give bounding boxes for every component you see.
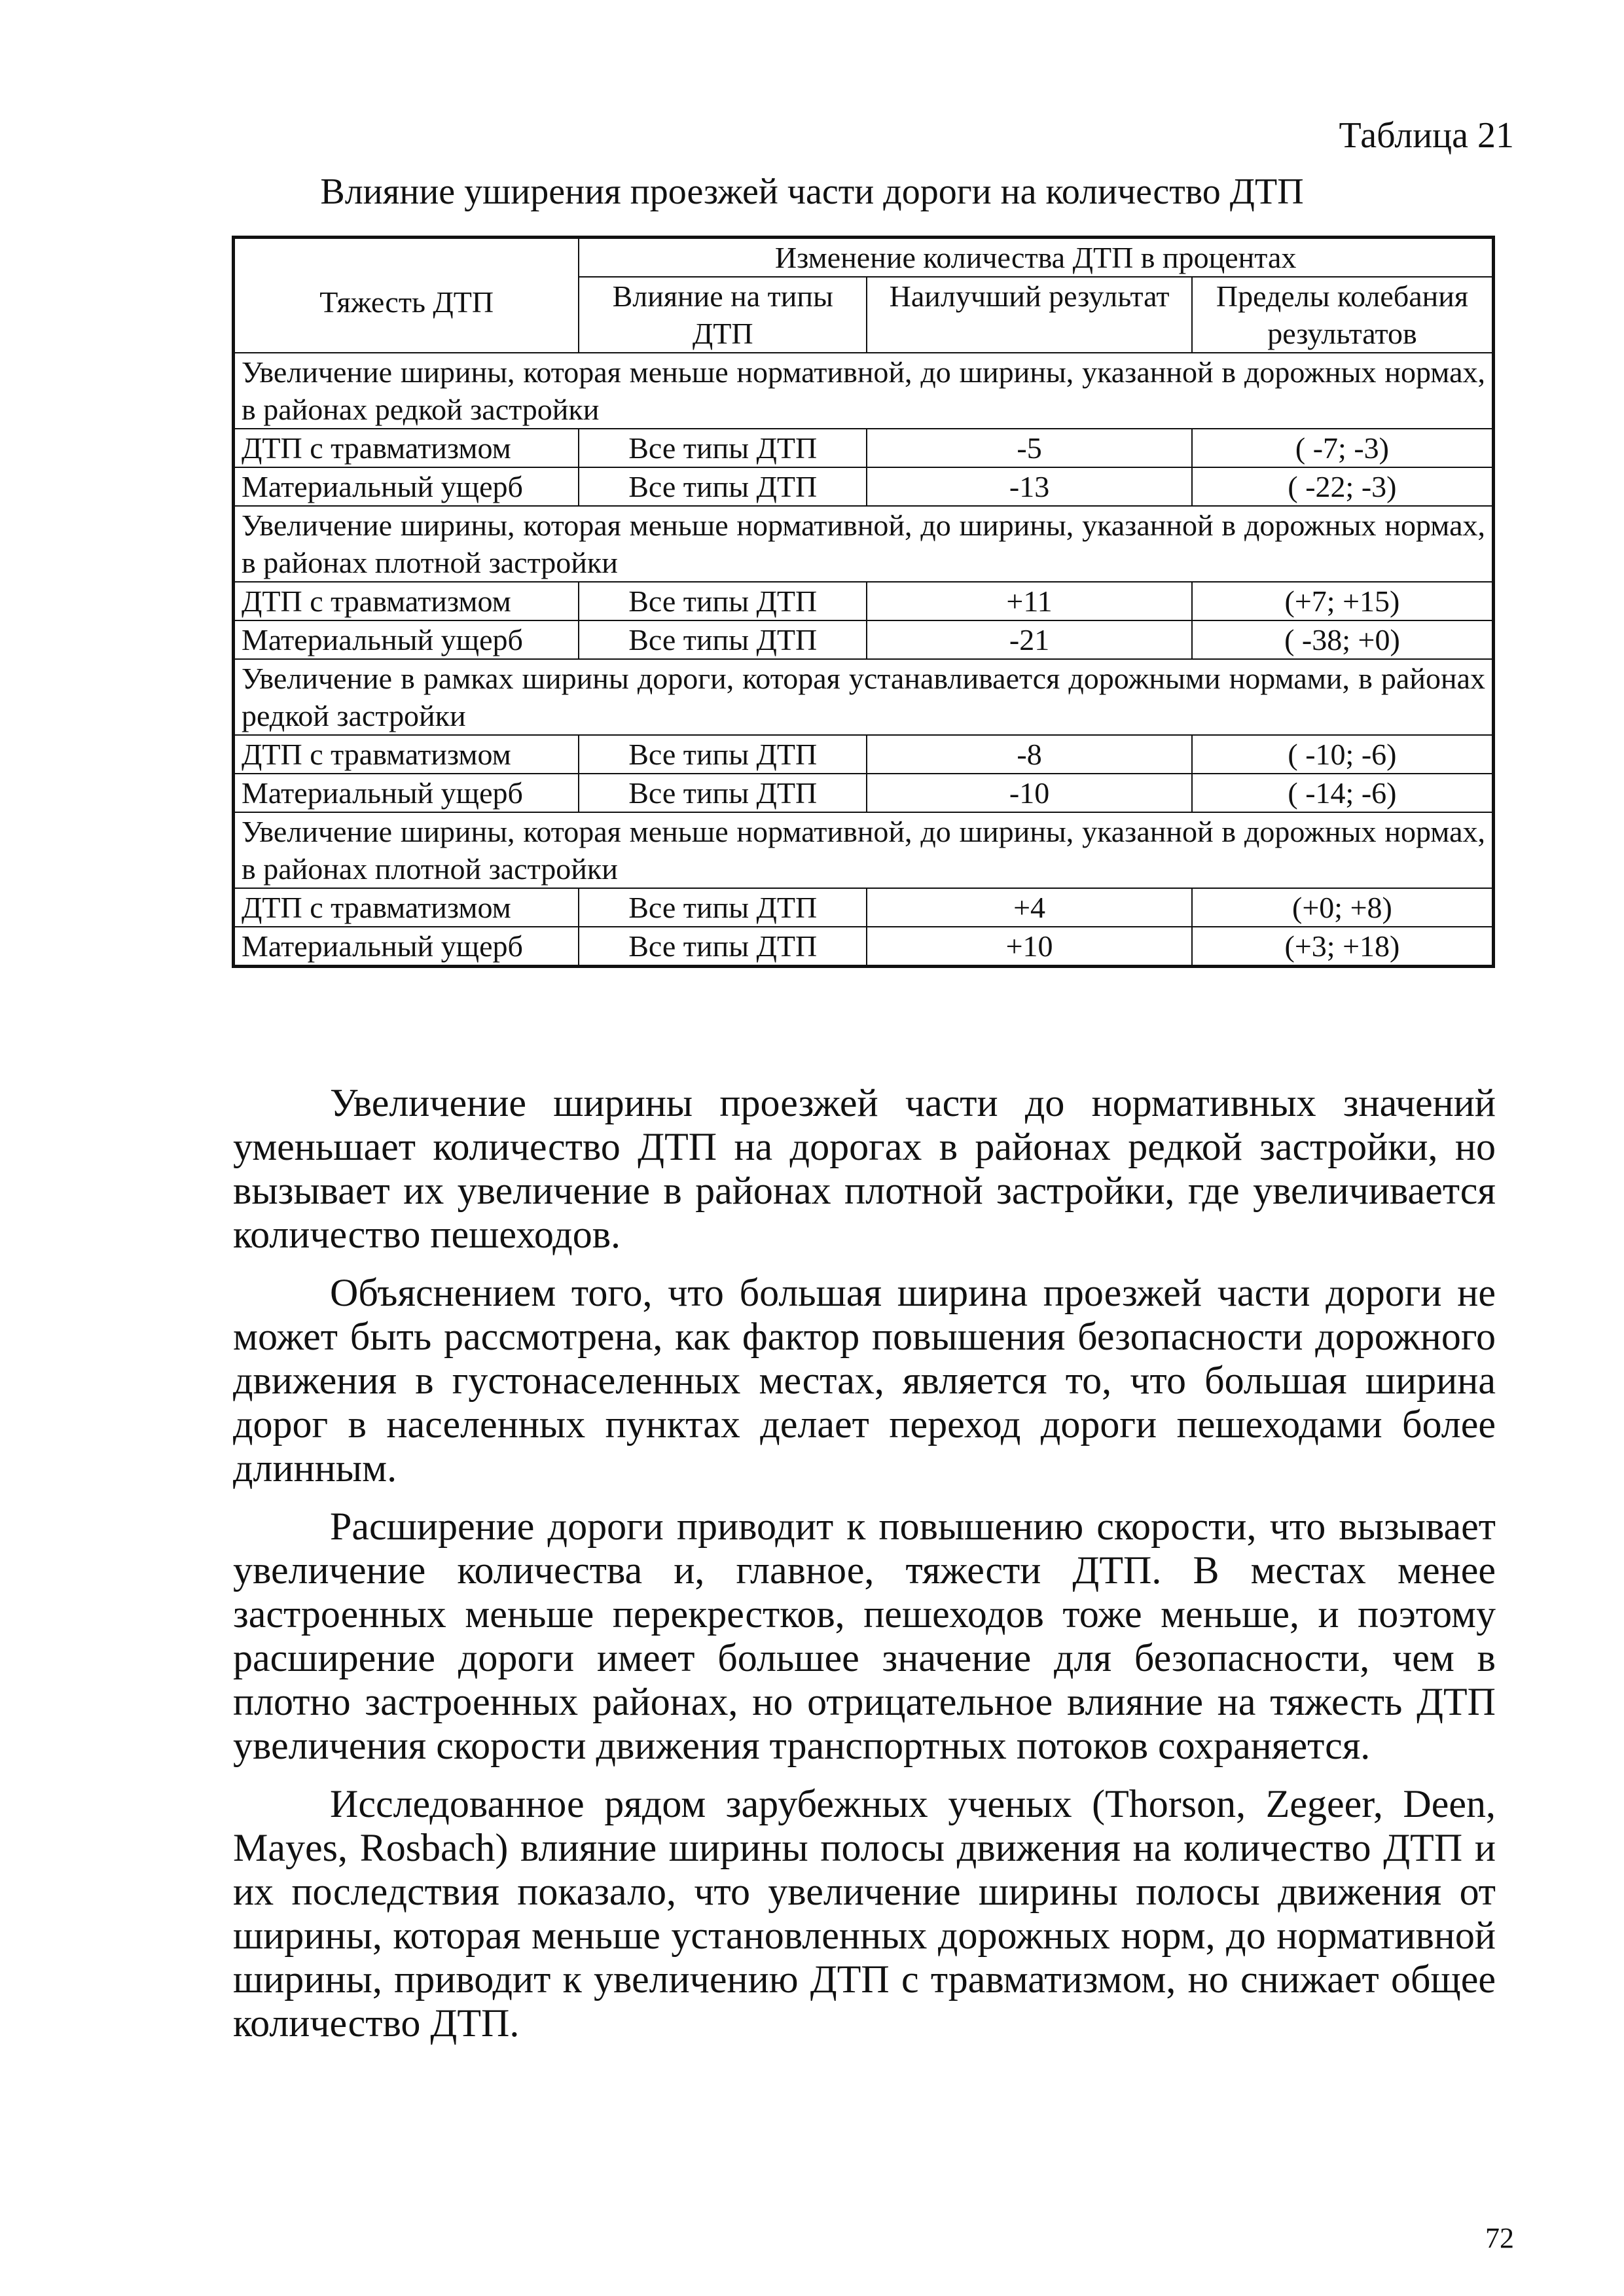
page-number: 72 bbox=[1485, 2222, 1514, 2254]
data-table bbox=[232, 236, 1495, 968]
group-title: Увеличение ширины, которая меньше нормативной, до ширины, указанной в дорожных нормах, в районах редкой застройки bbox=[234, 353, 1494, 429]
body-paragraph: Исследованное рядом зарубежных ученых (Thorson, Zegeer, Deen, Mayes, Rosbach) влияние ширины полосы движения на количество ДТП и их последствия показало, что увеличение ширины полосы движения от ширины, которая меньше установленных дорожных норм, до нормативной ширины, приводит к увеличению ДТП с травматизмом, но снижает общее количество ДТП. bbox=[233, 1782, 1496, 2045]
table-row bbox=[234, 620, 1494, 659]
best-result-cell: +11 bbox=[867, 582, 1192, 620]
table-group-row bbox=[234, 659, 1494, 735]
types-cell: Все типы ДТП bbox=[579, 429, 867, 467]
table-row bbox=[234, 735, 1494, 774]
range-cell: ( -22; -3) bbox=[1192, 467, 1494, 506]
body-text bbox=[233, 1081, 1496, 2060]
group-title: Увеличение ширины, которая меньше нормативной, до ширины, указанной в дорожных нормах, в районах плотной застройки bbox=[234, 812, 1494, 888]
range-cell: ( -38; +0) bbox=[1192, 620, 1494, 659]
range-cell: (+7; +15) bbox=[1192, 582, 1494, 620]
table-group-row bbox=[234, 812, 1494, 888]
best-result-cell: -5 bbox=[867, 429, 1192, 467]
group-title: Увеличение ширины, которая меньше нормативной, до ширины, указанной в дорожных нормах, в районах плотной застройки bbox=[234, 506, 1494, 582]
best-result-cell: +4 bbox=[867, 888, 1192, 927]
table-row bbox=[234, 429, 1494, 467]
types-cell: Все типы ДТП bbox=[579, 582, 867, 620]
table-row bbox=[234, 888, 1494, 927]
table-number: Таблица 21 bbox=[1339, 115, 1514, 156]
range-cell: ( -10; -6) bbox=[1192, 735, 1494, 774]
best-result-cell: -8 bbox=[867, 735, 1192, 774]
best-result-cell: -10 bbox=[867, 774, 1192, 812]
table-title: Влияние уширения проезжей части дороги на количество ДТП bbox=[320, 171, 1304, 212]
types-cell: Все типы ДТП bbox=[579, 888, 867, 927]
range-cell: ( -14; -6) bbox=[1192, 774, 1494, 812]
group-title: Увеличение в рамках ширины дороги, которая устанавливается дорожными нормами, в районах редкой застройки bbox=[234, 659, 1494, 735]
table-group-row bbox=[234, 353, 1494, 429]
header-types: Влияние на типы ДТП bbox=[579, 277, 867, 353]
range-cell: ( -7; -3) bbox=[1192, 429, 1494, 467]
body-paragraph: Увеличение ширины проезжей части до нормативных значений уменьшает количество ДТП на дорогах в районах редкой застройки, но вызывает их увеличение в районах плотной застройки, где увеличивается количество пешеходов. bbox=[233, 1081, 1496, 1256]
types-cell: Все типы ДТП bbox=[579, 620, 867, 659]
types-cell: Все типы ДТП bbox=[579, 927, 867, 967]
severity-cell: Материальный ущерб bbox=[234, 620, 579, 659]
body-paragraph: Объяснением того, что большая ширина проезжей части дороги не может быть рассмотрена, как фактор повышения безопасности дорожного движения в густонаселенных местах, является то, что большая ширина дорог в населенных пунктах делает переход дороги пешеходами более длинным. bbox=[233, 1271, 1496, 1490]
best-result-cell: +10 bbox=[867, 927, 1192, 967]
types-cell: Все типы ДТП bbox=[579, 467, 867, 506]
range-cell: (+3; +18) bbox=[1192, 927, 1494, 967]
table-row bbox=[234, 927, 1494, 967]
types-cell: Все типы ДТП bbox=[579, 735, 867, 774]
severity-cell: Материальный ущерб bbox=[234, 774, 579, 812]
severity-cell: Материальный ущерб bbox=[234, 467, 579, 506]
table-group-row bbox=[234, 506, 1494, 582]
table-body bbox=[234, 238, 1494, 967]
severity-cell: ДТП с травматизмом bbox=[234, 888, 579, 927]
best-result-cell: -13 bbox=[867, 467, 1192, 506]
table-row bbox=[234, 467, 1494, 506]
header-change-group: Изменение количества ДТП в процентах bbox=[579, 238, 1493, 278]
range-cell: (+0; +8) bbox=[1192, 888, 1494, 927]
header-range: Пределы колебания результатов bbox=[1192, 277, 1494, 353]
severity-cell: ДТП с травматизмом bbox=[234, 735, 579, 774]
body-paragraph: Расширение дороги приводит к повышению скорости, что вызывает увеличение количества и, главное, тяжести ДТП. В местах менее застроенных меньше перекрестков, пешеходов тоже меньше, и поэтому расширение дороги имеет большее значение для безопасности, чем в плотно застроенных районах, но отрицательное влияние на тяжесть ДТП увеличения скорости движения транспортных потоков сохраняется. bbox=[233, 1505, 1496, 1767]
types-cell: Все типы ДТП bbox=[579, 774, 867, 812]
severity-cell: Материальный ущерб bbox=[234, 927, 579, 967]
table-row bbox=[234, 582, 1494, 620]
best-result-cell: -21 bbox=[867, 620, 1192, 659]
table-row bbox=[234, 774, 1494, 812]
header-best: Наилучший результат bbox=[867, 277, 1192, 353]
header-severity: Тяжесть ДТП bbox=[234, 238, 579, 353]
severity-cell: ДТП с травматизмом bbox=[234, 429, 579, 467]
table-header-row bbox=[234, 238, 1494, 278]
severity-cell: ДТП с травматизмом bbox=[234, 582, 579, 620]
